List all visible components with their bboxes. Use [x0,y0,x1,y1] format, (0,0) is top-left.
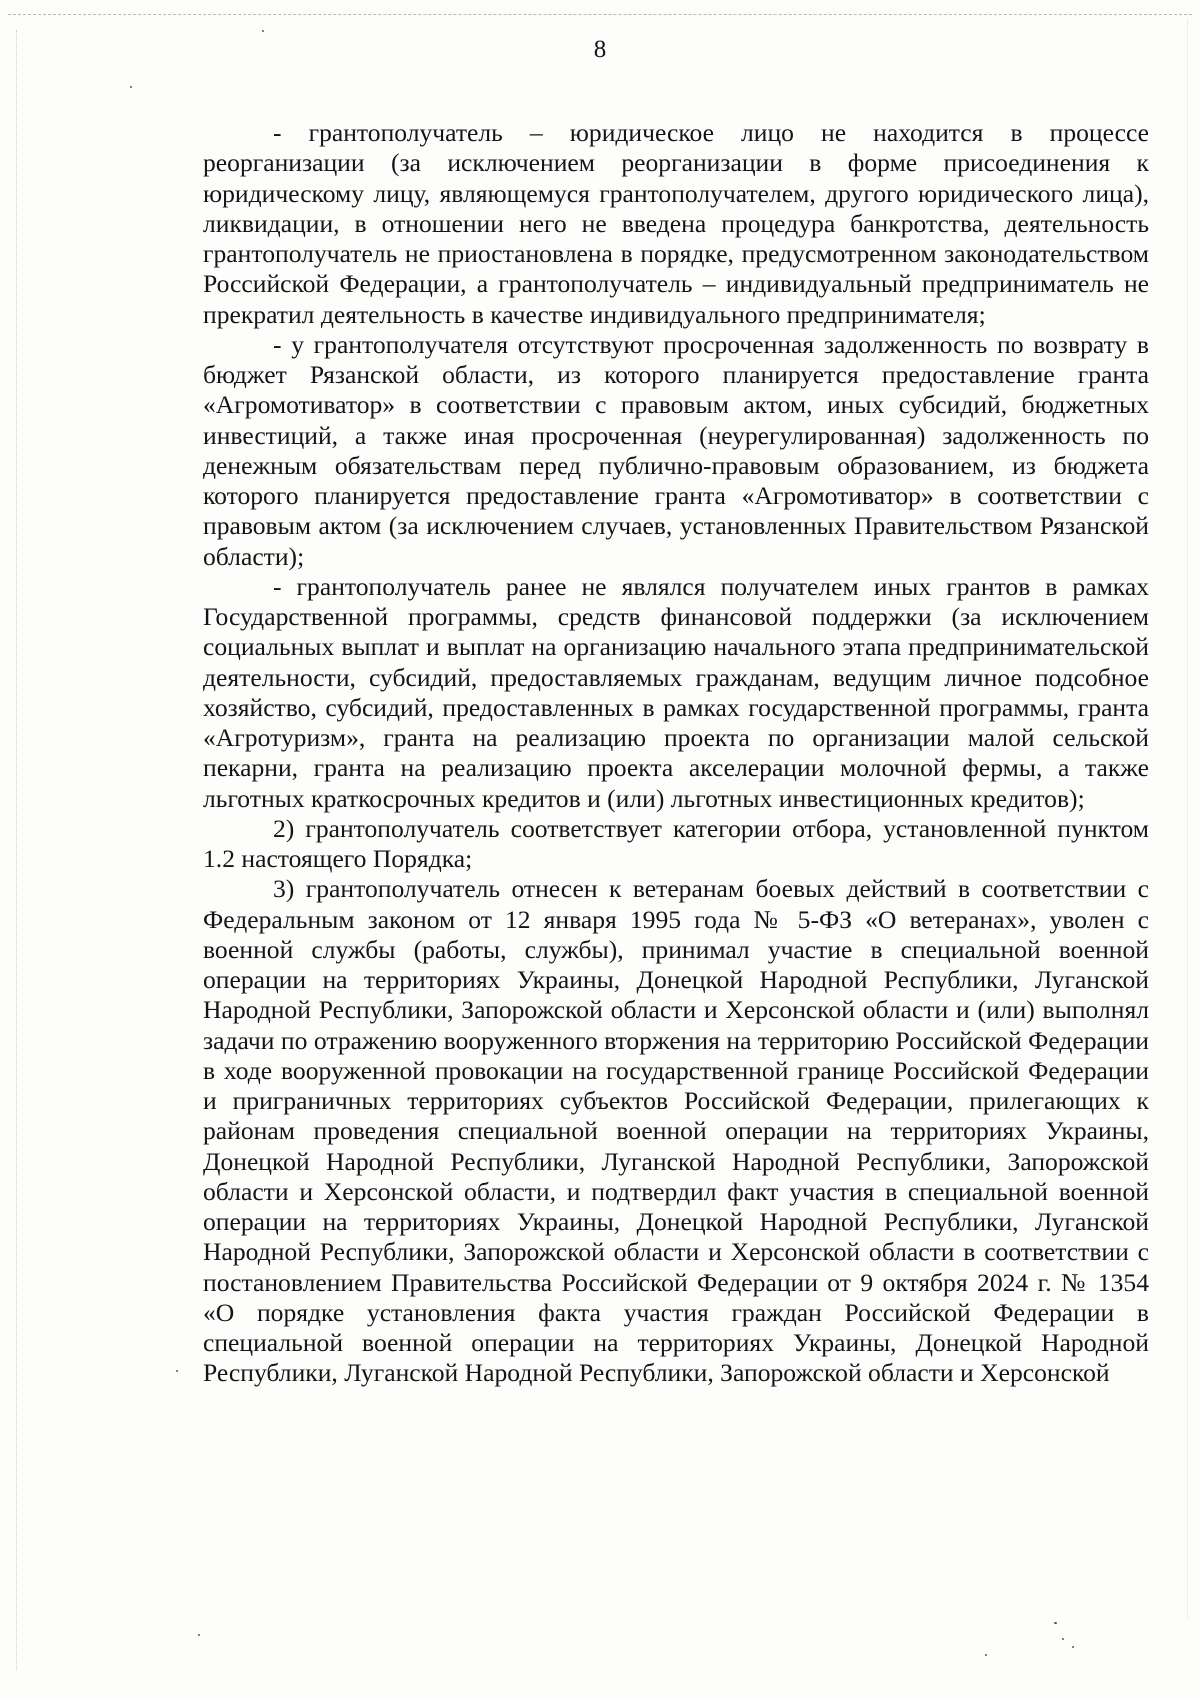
scan-speck [176,1370,178,1372]
scan-speck [1062,1638,1064,1640]
scan-speck [130,86,132,88]
scan-speck [262,30,264,32]
scan-speck [1054,1622,1057,1624]
scan-edge-left [16,30,17,1670]
paragraph-item-2: 2) грантополучатель соответствует категории отбора, установленной пунктом 1.2 настоящего Порядка; [203,813,1149,873]
paragraph-previous-grants: - грантополучатель ранее не являлся получателем иных грантов в рамках Государственной программы, средств финансовой поддержки (за исключением социальных выплат и выплат на организацию начального этапа предпринимательской деятельности, субсидий, предоставляемых гражданам, ведущим личное подсобное хозяйство, субсидий, предоставленных в рамках государственной программы, гранта «Агротуризм», гранта на реализацию проекта по организации малой сельской пекарни, гранта на реализацию проекта акселерации молочной фермы, а также льготных краткосрочных кредитов и (или) льготных инвестиционных кредитов); [203,571,1149,813]
paragraph-item-3: 3) грантополучатель отнесен к ветеранам боевых действий в соответствии с Федеральным законом от 12 января 1995 года № 5-ФЗ «О ветеранах», уволен с военной службы (работы, службы), принимал участие в специальной военной операции на территориях Украины, Донецкой Народной Республики, Луганской Народной Республики, Запорожской области и Херсонской области и (или) выполнял задачи по отражению вооруженного вторжения на территорию Российской Федерации в ходе вооруженной провокации на государственной границе Российской Федерации и приграничных территориях субъектов Российской Федерации, прилегающих к районам проведения специальной военной операции на территориях Украины, Донецкой Народной Республики, Луганской Народной Республики, Запорожской области и Херсонской области, и подтвердил факт участия в специальной военной операции на территориях Украины, Донецкой Народной Республики, Луганской Народной Республики, Запорожской области и Херсонской области в соответствии с постановлением Правительства Российской Федерации от 9 октября 2024 г. № 1354 «О порядке установления факта участия граждан Российской Федерации в специальной военной операции на территориях Украины, Донецкой Народной Республики, Луганской Народной Республики, Запорожской области и Херсонской [203,874,1149,1388]
scan-speck [985,1654,987,1656]
page-number: 8 [593,36,607,63]
paragraph-reorganization: - грантополучатель – юридическое лицо не находится в процессе реорганизации (за исключением реорганизации в форме присоединения к юридическому лицу, являющемуся грантополучателем, другого юридического лица), ликвидации, в отношении него не введена процедура банкротства, деятельность грантополучатель не приостановлена в порядке, предусмотренном законодательством Российской Федерации, а грантополучатель – индивидуальный предприниматель не прекратил деятельность в качестве индивидуального предпринимателя; [203,118,1149,329]
scan-edge-right [1187,20,1188,1620]
scan-speck [1072,1646,1074,1648]
scan-speck [198,1634,200,1636]
scan-edge-top [8,14,1192,15]
paragraph-debt: - у грантополучателя отсутствуют просроченная задолженность по возврату в бюджет Рязанской области, из которого планируется предоставление гранта «Агромотиватор» в соответствии с правовым актом, иных субсидий, бюджетных инвестиций, а также иная просроченная (неурегулированная) задолженность по денежным обязательствам перед публично-правовым образованием, из бюджета которого планируется предоставление гранта «Агромотиватор» в соответствии с правовым актом (за исключением случаев, установленных Правительством Рязанской области); [203,329,1149,571]
document-body [203,118,1149,1389]
